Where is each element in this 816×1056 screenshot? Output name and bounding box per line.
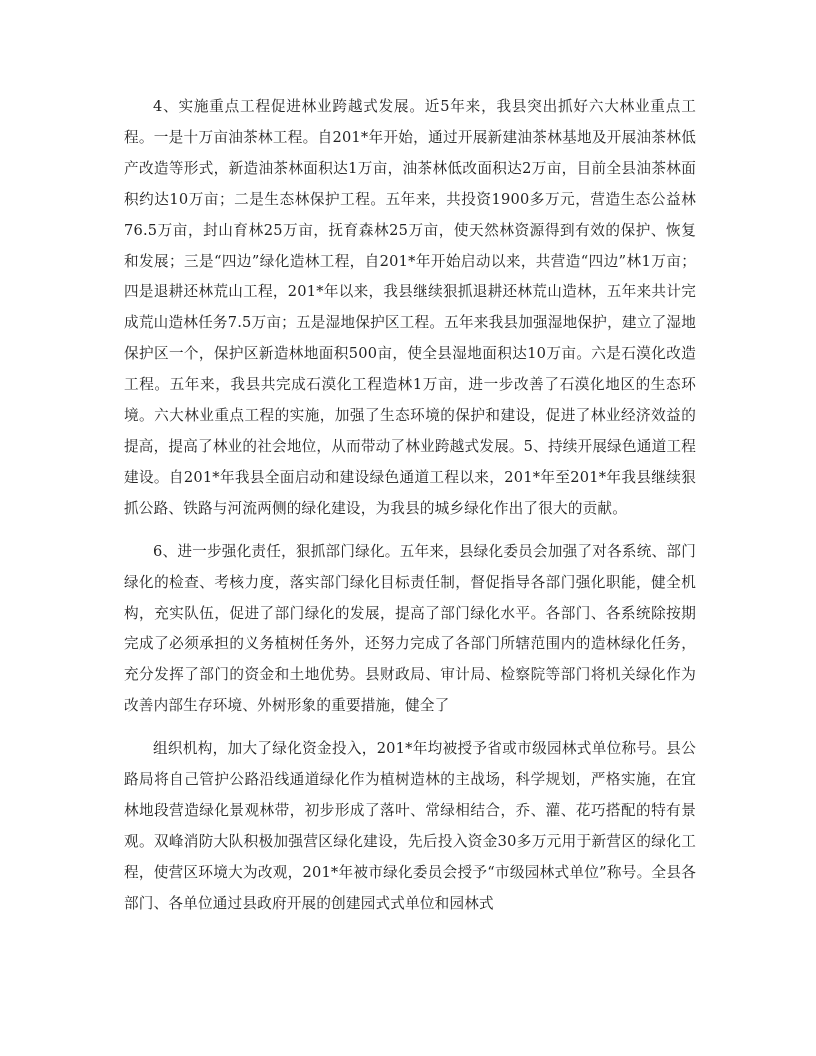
document-body — [124, 92, 696, 920]
paragraph-organization-investment: 组织机构，加大了绿化资金投入，201*年均被授予省或市级园林式单位称号。县公路局将自己管护公路沿线通道绿化作为植树造林的主战场，科学规划，严格实施，在宜林地段营造绿化景观林带，初步形成了落叶、常绿相结合，乔、灌、花巧搭配的特有景观。双峰消防大队积极加强营区绿化建设，先后投入资金30多万元用于新营区的绿化工程，使营区环境大为改观，201*年被市绿化委员会授予“市级园林式单位”称号。全县各部门、各单位通过县政府开展的创建园式式单位和园林式 — [124, 740, 696, 912]
paragraph-department-greening: 6、进一步强化责任，狠抓部门绿化。五年来，县绿化委员会加强了对各系统、部门绿化的检查、考核力度，落实部门绿化目标责任制，督促指导各部门强化职能，健全机构，充实队伍，促进了部门绿化的发展，提高了部门绿化水平。各部门、各系统除按期完成了必须承担的义务植树任务外，还努力完成了各部门所辖范围内的造林绿化任务，充分发挥了部门的资金和土地优势。县财政局、审计局、检察院等部门将机关绿化作为改善内部生存环境、外树形象的重要措施，健全了 — [124, 542, 696, 715]
paragraph-forestry-projects: 4、实施重点工程促进林业跨越式发展。近5年来，我县突出抓好六大林业重点工程。一是十万亩油茶林工程。自201*年开始，通过开展新建油茶林基地及开展油茶林低产改造等形式，新造油茶林面积达1万亩，油茶林低改面积达2万亩，目前全县油茶林面积约达10万亩；二是生态林保护工程。五年来，共投资1900多万元，营造生态公益林76.5万亩，封山育林25万亩，抚育森林25万亩，使天然林资源得到有效的保护、恢复和发展；三是“四边”绿化造林工程，自201*年开始启动以来，共营造“四边”林1万亩；四是退耕还林荒山工程，201*年以来，我县继续狠抓退耕还林荒山造林，五年来共计完成荒山造林任务7.5万亩；五是湿地保护区工程。五年来我县加强湿地保护，建立了湿地保护区一个，保护区新造林地面积500亩，使全县湿地面积达10万亩。六是石漠化改造工程。五年来，我县共完成石漠化工程造林1万亩，进一步改善了石漠化地区的生态环境。六大林业重点工程的实施，加强了生态环境的保护和建设，促进了林业经济效益的提高，提高了林业的社会地位，从而带动了林业跨越式发展。5、持续开展绿色通道工程建设。自201*年我县全面启动和建设绿色通道工程以来，201*年至201*年我县继续狠抓公路、铁路与河流两侧的绿化建设，为我县的城乡绿化作出了很大的贡献。 — [124, 98, 696, 517]
